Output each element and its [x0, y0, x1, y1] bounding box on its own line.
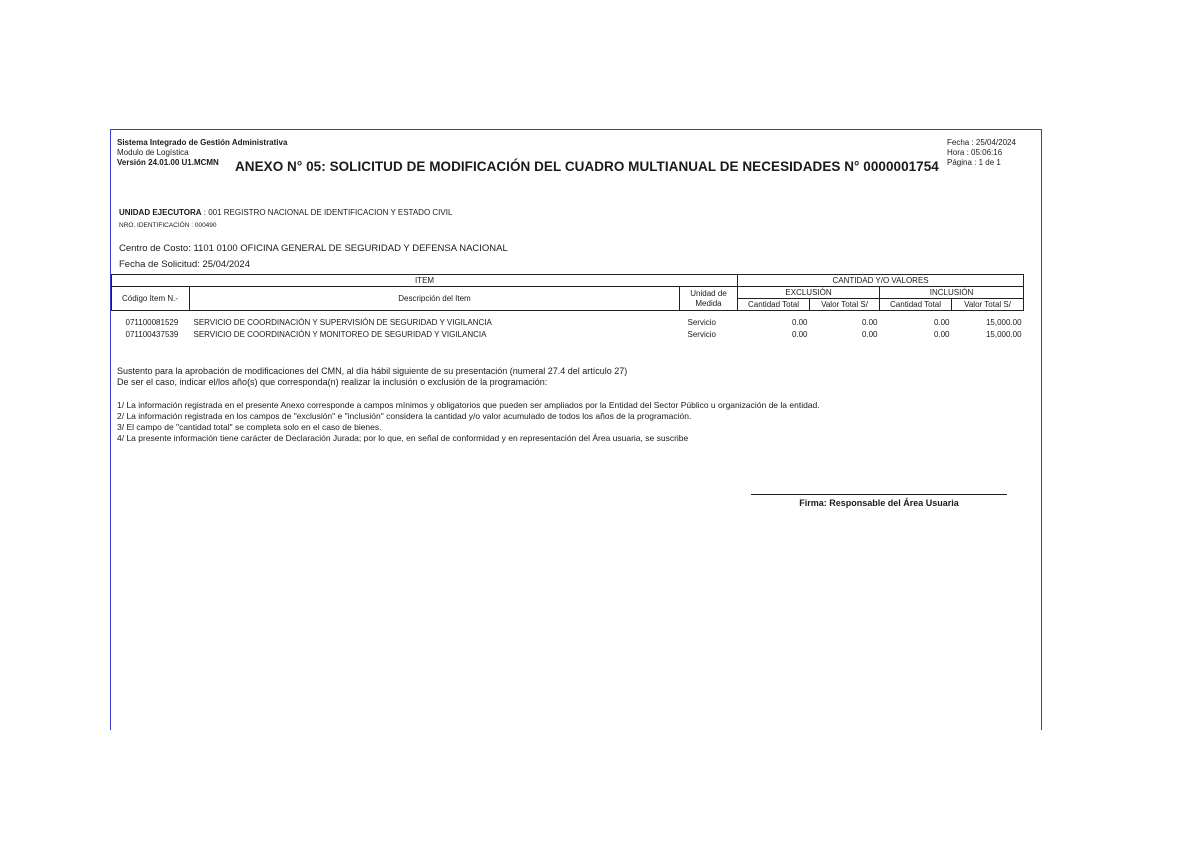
version-label: Versión 24.01.00 U1.MCMN: [117, 158, 219, 167]
unidad-label: UNIDAD EJECUTORA: [119, 208, 202, 217]
nro-identificacion: NRO. IDENTIFICACIÓN : 000490: [119, 222, 217, 229]
cell-inc-valor: 15,000.00: [985, 318, 1022, 327]
header-exclusion: EXCLUSIÓN: [738, 287, 880, 299]
fecha-solicitud: Fecha de Solicitud: 25/04/2024: [119, 259, 250, 270]
cell-codigo: 071100081529: [125, 318, 179, 327]
cell-exc-valor: 0.00: [861, 318, 878, 327]
header-item: ITEM: [112, 275, 738, 287]
header-descripcion: Descripción del Item: [190, 287, 680, 311]
signature-line: [751, 494, 1007, 495]
note-item: 3/ El campo de "cantidad total" se completa solo en el caso de bienes.: [117, 422, 382, 432]
table-row: [112, 317, 1024, 329]
sustento: [117, 366, 627, 388]
cell-inc-cantidad: 0.00: [933, 318, 950, 327]
header-exc-cantidad: Cantidad Total: [738, 299, 810, 311]
note-item: 1/ La información registrada en el presente Anexo corresponde a campos mínimos y obligatorios que pueden ser ampliados por la Entidad del Sector Público u organización de la entidad.: [117, 400, 820, 410]
header-unidad: Unidad de Medida: [680, 287, 738, 311]
header-codigo: Código Item N.-: [112, 287, 190, 311]
cell-exc-cantidad: 0.00: [791, 318, 808, 327]
cell-unidad: Servicio: [687, 330, 716, 339]
header-exc-valor: Valor Total S/: [810, 299, 880, 311]
note-item: 4/ La presente información tiene carácter de Declaración Jurada; por lo que, en señal de conformidad y en representación del Área usuaria, se suscribe: [117, 433, 689, 443]
unidad-ejecutora: [119, 208, 452, 217]
cell-inc-cantidad: 0.00: [933, 330, 950, 339]
cell-descripcion: SERVICIO DE COORDINACIÓN Y SUPERVISIÓN DE SEGURIDAD Y VIGILANCIA: [193, 318, 492, 327]
cell-inc-valor: 15,000.00: [985, 330, 1022, 339]
note-item: 2/ La información registrada en los campos de "exclusión" e "inclusión" considera la cantidad y/o valor acumulado de todos los años de la programación.: [117, 411, 692, 421]
cell-exc-cantidad: 0.00: [791, 330, 808, 339]
report-time: Hora : 05:06:16: [947, 148, 1003, 157]
items-table: [111, 274, 1024, 341]
cell-exc-valor: 0.00: [861, 330, 878, 339]
report-meta: [947, 138, 1016, 168]
centro-costo: Centro de Costo: 1101 0100 OFICINA GENERAL DE SEGURIDAD Y DEFENSA NACIONAL: [119, 243, 508, 254]
table-row: [112, 329, 1024, 341]
header-inc-valor: Valor Total S/: [952, 299, 1024, 311]
report-page: Página : 1 de 1: [947, 158, 1001, 167]
signature-label: Firma: Responsable del Área Usuaria: [799, 498, 959, 508]
cell-unidad: Servicio: [687, 318, 716, 327]
sustento-line: Sustento para la aprobación de modificaciones del CMN, al día hábil siguiente de su presentación (numeral 27.4 del artículo 27): [117, 366, 628, 376]
unidad-value: : 001 REGISTRO NACIONAL DE IDENTIFICACION Y ESTADO CIVIL: [203, 208, 453, 217]
document-title: ANEXO N° 05: SOLICITUD DE MODIFICACIÓN DEL CUADRO MULTIANUAL DE NECESIDADES N° 0000001754: [235, 159, 939, 174]
module-name: Modulo de Logística: [117, 148, 189, 157]
document-page: [110, 129, 1042, 730]
system-name: Sistema Integrado de Gestión Administrativa: [117, 138, 288, 147]
header-inc-cantidad: Cantidad Total: [880, 299, 952, 311]
report-date: Fecha : 25/04/2024: [947, 138, 1016, 147]
header-inclusion: INCLUSIÓN: [880, 287, 1024, 299]
header-cantidad: CANTIDAD Y/O VALORES: [738, 275, 1024, 287]
cell-descripcion: SERVICIO DE COORDINACIÓN Y MONITOREO DE SEGURIDAD Y VIGILANCIA: [193, 330, 487, 339]
notes: [117, 400, 820, 444]
sustento-line: De ser el caso, indicar el/los año(s) que corresponda(n) realizar la inclusión o exclusión de la programación:: [117, 377, 548, 387]
cell-codigo: 071100437539: [125, 330, 179, 339]
